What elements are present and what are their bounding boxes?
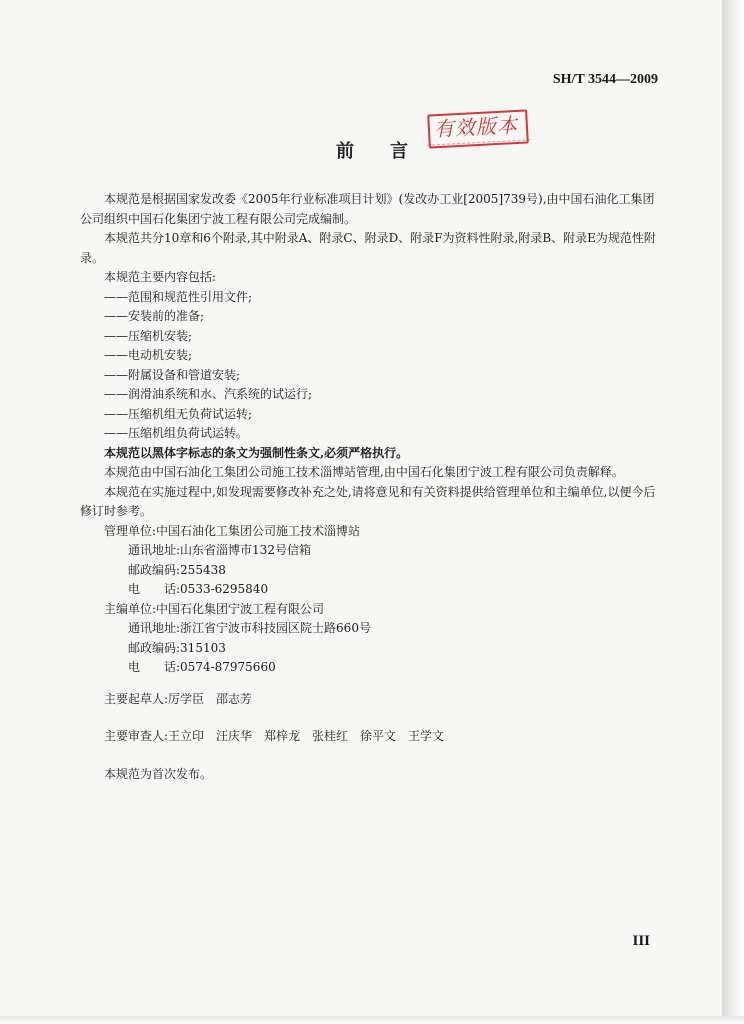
paragraph-basis: 本规范是根据国家发改委《2005年行业标准项目计划》(发改办工业[2005]739号),由中国石油化工集团公司组织中国石化集团宁波工程有限公司完成编制。 [80,192,655,226]
editor-phone: 电 话:0574-87975660 [128,660,276,674]
list-item: ——附属设备和管道安装; [104,367,241,382]
main-reviewers: 主要审查人:王立印 汪庆华 郑梓龙 张桂红 徐平文 王学文 [104,729,445,743]
paragraph-feedback: 本规范在实施过程中,如发现需要修改补充之处,请将意见和有关资料提供给管理单位和主编单位,以便今后修订时参考。 [80,484,656,518]
spacer [80,747,660,765]
editor-postcode: 邮政编码:315103 [128,640,226,655]
management-unit: 管理单位:中国石油化工集团公司施工技术淄博站 [104,523,361,538]
paragraph-structure: 本规范共分10章和6个附录,其中附录A、附录C、附录D、附录F为资料性附录,附录B、附录E为规范性附录。 [80,231,656,265]
page-number: III [632,933,650,949]
paragraph-management: 本规范由中国石油化工集团公司施工技术淄博站管理,由中国石化集团宁波工程有限公司负责解释。 [104,465,624,479]
management-address: 通讯地址:山东省淄博市132号信箱 [128,543,311,557]
editor-address: 通讯地址:浙江省宁波市科技园区院士路660号 [128,621,371,635]
spacer [80,678,660,690]
editor-unit: 主编单位:中国石化集团宁波工程有限公司 [104,601,325,616]
document-code: SH/T 3544—2009 [552,72,658,87]
mandatory-clause-note: 本规范以黑体字标志的条文为强制性条文,必须严格执行。 [104,445,409,460]
main-drafters: 主要起草人:厉学臣 邵志芳 [104,691,253,706]
paragraph-contents-intro: 本规范主要内容包括: [104,270,217,284]
list-item: ——润滑油系统和水、汽系统的试运行; [104,387,313,401]
list-item: ——压缩机组无负荷试运转; [104,406,253,421]
list-item: ——安装前的准备; [104,309,205,323]
release-note: 本规范为首次发布。 [104,766,213,781]
stamp-text: 有效版本 [433,112,519,142]
list-item: ——压缩机安装; [104,328,193,343]
management-postcode: 邮政编码:255438 [128,562,226,577]
spacer [80,709,660,727]
document-body [80,190,660,784]
list-item: ——范围和规范性引用文件; [104,289,253,304]
list-item: ——电动机安装; [104,348,193,362]
management-phone: 电 话:0533-6295840 [128,582,269,596]
scan-bottom-edge [0,1016,744,1024]
page-title: 前言 [336,141,444,162]
list-item: ——压缩机组负荷试运转。 [104,426,249,440]
